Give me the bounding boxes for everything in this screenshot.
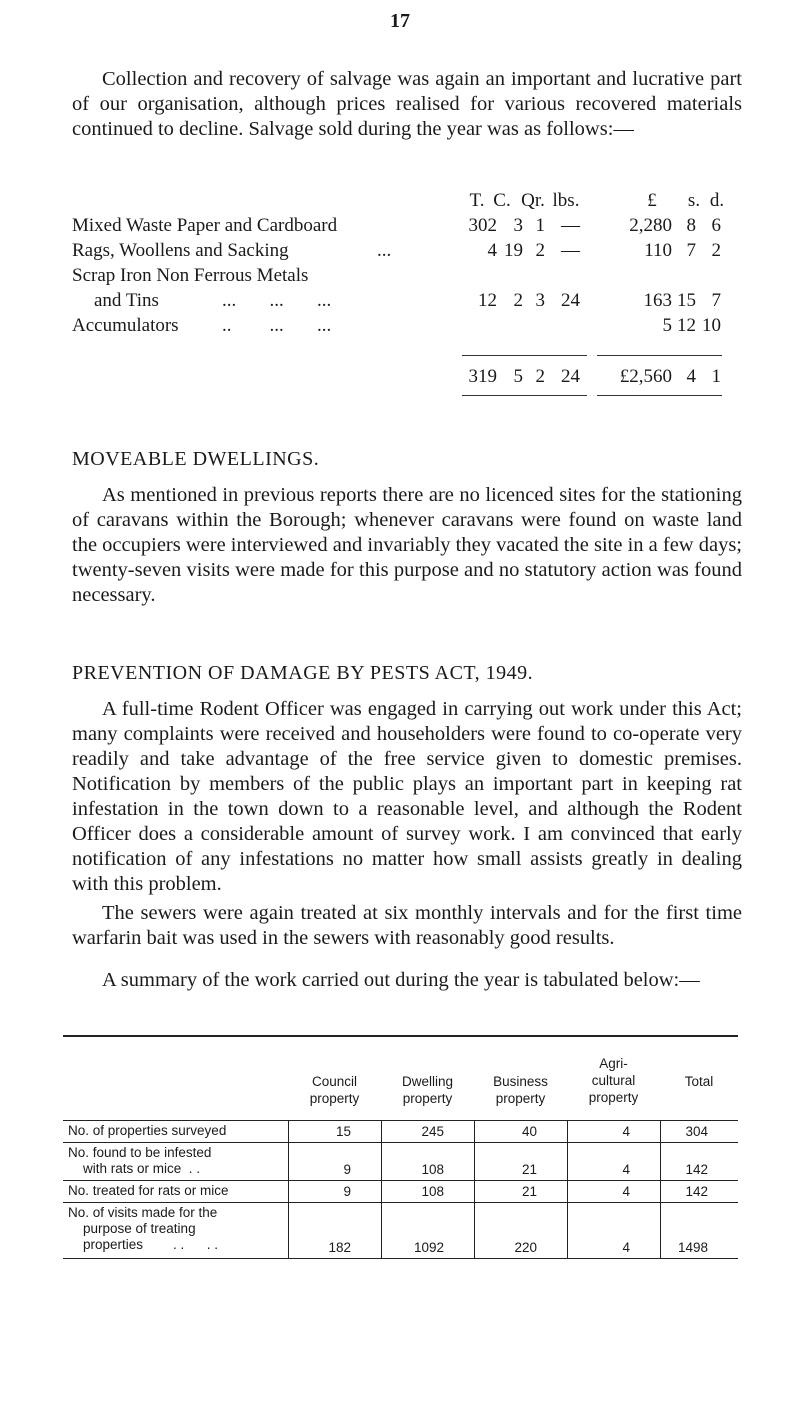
table-cell: 220: [514, 1240, 537, 1255]
salvage-row: [72, 215, 752, 240]
row-label-line: properties . . . .: [83, 1237, 219, 1252]
table-cell: 21: [521, 1184, 537, 1199]
moveable-dwellings-heading: MOVEABLE DWELLINGS.: [72, 448, 320, 470]
column-header-line: Business: [493, 1074, 548, 1089]
sewers-paragraph: [72, 901, 742, 951]
salvage-cell-d: 2: [711, 240, 721, 261]
salvage-header-row: [72, 190, 752, 215]
column-header-line: Agri-: [599, 1056, 628, 1071]
column-rule: [660, 1120, 661, 1258]
table-cell: 1498: [677, 1240, 708, 1255]
table-cell: 40: [521, 1124, 537, 1139]
column-header-line: property: [309, 1091, 360, 1106]
leader-dots: ...: [377, 240, 392, 261]
rodent-work-table: [63, 1035, 738, 1380]
salvage-cell-lbs: —: [561, 240, 580, 261]
header-cwt: C.: [493, 190, 511, 211]
salvage-item-label: Mixed Waste Paper and Cardboard: [72, 215, 338, 236]
salvage-cell-pounds: 110: [644, 240, 672, 261]
salvage-cell-s: 7: [686, 240, 696, 261]
column-rule: [381, 1120, 382, 1258]
salvage-cell-t: 4: [487, 240, 497, 261]
table-cell: 142: [685, 1162, 708, 1177]
salvage-cell-d: 10: [702, 315, 721, 336]
salvage-item-label: and Tins: [94, 290, 159, 311]
header-tons: T.: [469, 190, 485, 211]
moveable-dwellings-paragraph: [72, 483, 742, 608]
row-label: [68, 1183, 229, 1199]
leader-dots: ... ... ...: [222, 290, 332, 311]
salvage-cell-t: 12: [478, 290, 497, 311]
header-pounds: £: [647, 190, 657, 211]
salvage-total-row: [72, 366, 752, 391]
header-quarters: Qr.: [521, 190, 545, 211]
column-header: [381, 1073, 474, 1107]
column-rule: [474, 1120, 475, 1258]
table-cell: 182: [328, 1240, 351, 1255]
total-rule: [462, 355, 587, 356]
salvage-cell-pounds: 163: [643, 290, 672, 311]
row-label-line: No. found to be infested: [68, 1145, 212, 1160]
row-rule: [63, 1258, 738, 1259]
salvage-cell-d: 7: [711, 290, 721, 311]
table-cell: 142: [685, 1184, 708, 1199]
column-header-line: Dwelling: [401, 1074, 454, 1089]
salvage-cell-d: 6: [711, 215, 721, 236]
table-cell: 9: [343, 1162, 351, 1177]
column-header-line: Council: [311, 1074, 358, 1089]
salvage-cell-qr: 1: [535, 215, 545, 236]
column-header-line: property: [495, 1091, 546, 1106]
salvage-cell-qr: 2: [535, 240, 545, 261]
salvage-total-lbs: 24: [561, 366, 580, 387]
column-header: [660, 1073, 738, 1090]
row-rule: [63, 1180, 738, 1181]
row-label-line: No. of visits made for the: [68, 1205, 218, 1220]
row-rule: [63, 1142, 738, 1143]
total-rule: [597, 355, 722, 356]
salvage-cell-t: 302: [468, 215, 497, 236]
salvage-cell-lbs: 24: [561, 290, 580, 311]
row-label: [68, 1123, 226, 1139]
salvage-total-d: 1: [711, 366, 721, 387]
page-number: 17: [390, 10, 410, 32]
table-cell: 4: [622, 1124, 630, 1139]
salvage-total-t: 319: [468, 366, 497, 387]
salvage-table: [72, 190, 752, 387]
salvage-row: [72, 240, 752, 265]
column-header: [288, 1073, 381, 1107]
header-shillings: s.: [687, 190, 701, 211]
table-cell: 21: [521, 1162, 537, 1177]
salvage-cell-pounds: 5: [662, 315, 672, 336]
salvage-cell-s: 12: [677, 315, 696, 336]
salvage-item-label: Accumulators: [72, 315, 179, 336]
column-header: [567, 1055, 660, 1106]
row-label: [68, 1205, 218, 1253]
column-header-line: Total: [684, 1074, 714, 1089]
row-label-line: No. of properties surveyed: [68, 1123, 227, 1138]
column-header-line: property: [402, 1091, 453, 1106]
salvage-cell-c: 19: [504, 240, 523, 261]
table-cell: 304: [685, 1124, 708, 1139]
salvage-row: [72, 265, 752, 290]
header-rule: [63, 1120, 738, 1121]
table-top-rule: [63, 1035, 738, 1037]
salvage-total-qr: 2: [535, 366, 545, 387]
table-cell: 4: [622, 1162, 630, 1177]
salvage-intro-paragraph: [72, 67, 742, 142]
header-pence: d.: [709, 190, 725, 211]
table-cell: 108: [421, 1162, 444, 1177]
rodent-officer-paragraph: [72, 697, 742, 897]
table-cell: 9: [343, 1184, 351, 1199]
salvage-total-s: 4: [686, 366, 696, 387]
row-label-line: No. treated for rats or mice: [68, 1183, 229, 1198]
total-rule: [462, 395, 587, 396]
column-rule: [567, 1120, 568, 1258]
column-header: [474, 1073, 567, 1107]
rodent-officer-text: A full-time Rodent Officer was engaged in carrying out work under this Act; many complaints were received and householders were found to co-operate very readily and take advantage of the free service given to domestic premises. Notification by members of the public plays an important part in keeping rat infestation in the town down to a reasonable level, and although the Rodent Officer does a considerable amount of survey work. I am convinced that early notification of any infestations no matter how small assists greatly in dealing with this problem.: [72, 698, 742, 895]
row-label: [68, 1145, 211, 1177]
salvage-cell-pounds: 2,280: [629, 215, 672, 236]
salvage-item-label: Scrap Iron Non Ferrous Metals: [72, 265, 309, 286]
salvage-total-pounds: £2,560: [619, 366, 672, 387]
row-rule: [63, 1202, 738, 1203]
salvage-total-c: 5: [513, 366, 523, 387]
table-cell: 108: [421, 1184, 444, 1199]
salvage-cell-qr: 3: [535, 290, 545, 311]
column-header-line: cultural: [591, 1073, 636, 1088]
leader-dots: .. ... ...: [222, 315, 332, 336]
salvage-item-label: Rags, Woollens and Sacking: [72, 240, 289, 261]
row-label-line: purpose of treating: [83, 1221, 196, 1236]
table-cell: 15: [335, 1124, 351, 1139]
table-cell: 245: [421, 1124, 444, 1139]
salvage-cell-s: 8: [686, 215, 696, 236]
column-rule: [288, 1120, 289, 1258]
salvage-cell-c: 2: [513, 290, 523, 311]
salvage-row: [72, 315, 752, 340]
salvage-intro-text: Collection and recovery of salvage was again an important and lucrative part of our organisation, although prices realised for various recovered materials continued to decline. Salvage sold during the year was as follows:—: [72, 68, 742, 140]
moveable-dwellings-text: As mentioned in previous reports there are no licenced sites for the stationing of caravans within the Borough; whenever caravans were found on waste land the occupiers were interviewed and invariably they vacated the site in a few days; twenty-seven visits were made for this purpose and no statutory action was found necessary.: [72, 484, 742, 606]
column-header-line: property: [588, 1090, 639, 1105]
summary-intro-paragraph: [72, 968, 742, 993]
table-cell: 4: [622, 1184, 630, 1199]
salvage-row: [72, 290, 752, 315]
row-label-line: with rats or mice . .: [83, 1161, 201, 1176]
sewers-text: The sewers were again treated at six monthly intervals and for the first time warfarin bait was used in the sewers with reasonably good results.: [72, 902, 742, 949]
table-cell: 4: [622, 1240, 630, 1255]
salvage-cell-s: 15: [677, 290, 696, 311]
salvage-cell-c: 3: [513, 215, 523, 236]
header-lbs: lbs.: [552, 190, 580, 211]
table-cell: 1092: [413, 1240, 444, 1255]
salvage-cell-lbs: —: [561, 215, 580, 236]
pests-act-heading: PREVENTION OF DAMAGE BY PESTS ACT, 1949.: [72, 662, 534, 684]
summary-intro-text: A summary of the work carried out during the year is tabulated below:—: [102, 969, 700, 991]
total-rule: [597, 395, 722, 396]
